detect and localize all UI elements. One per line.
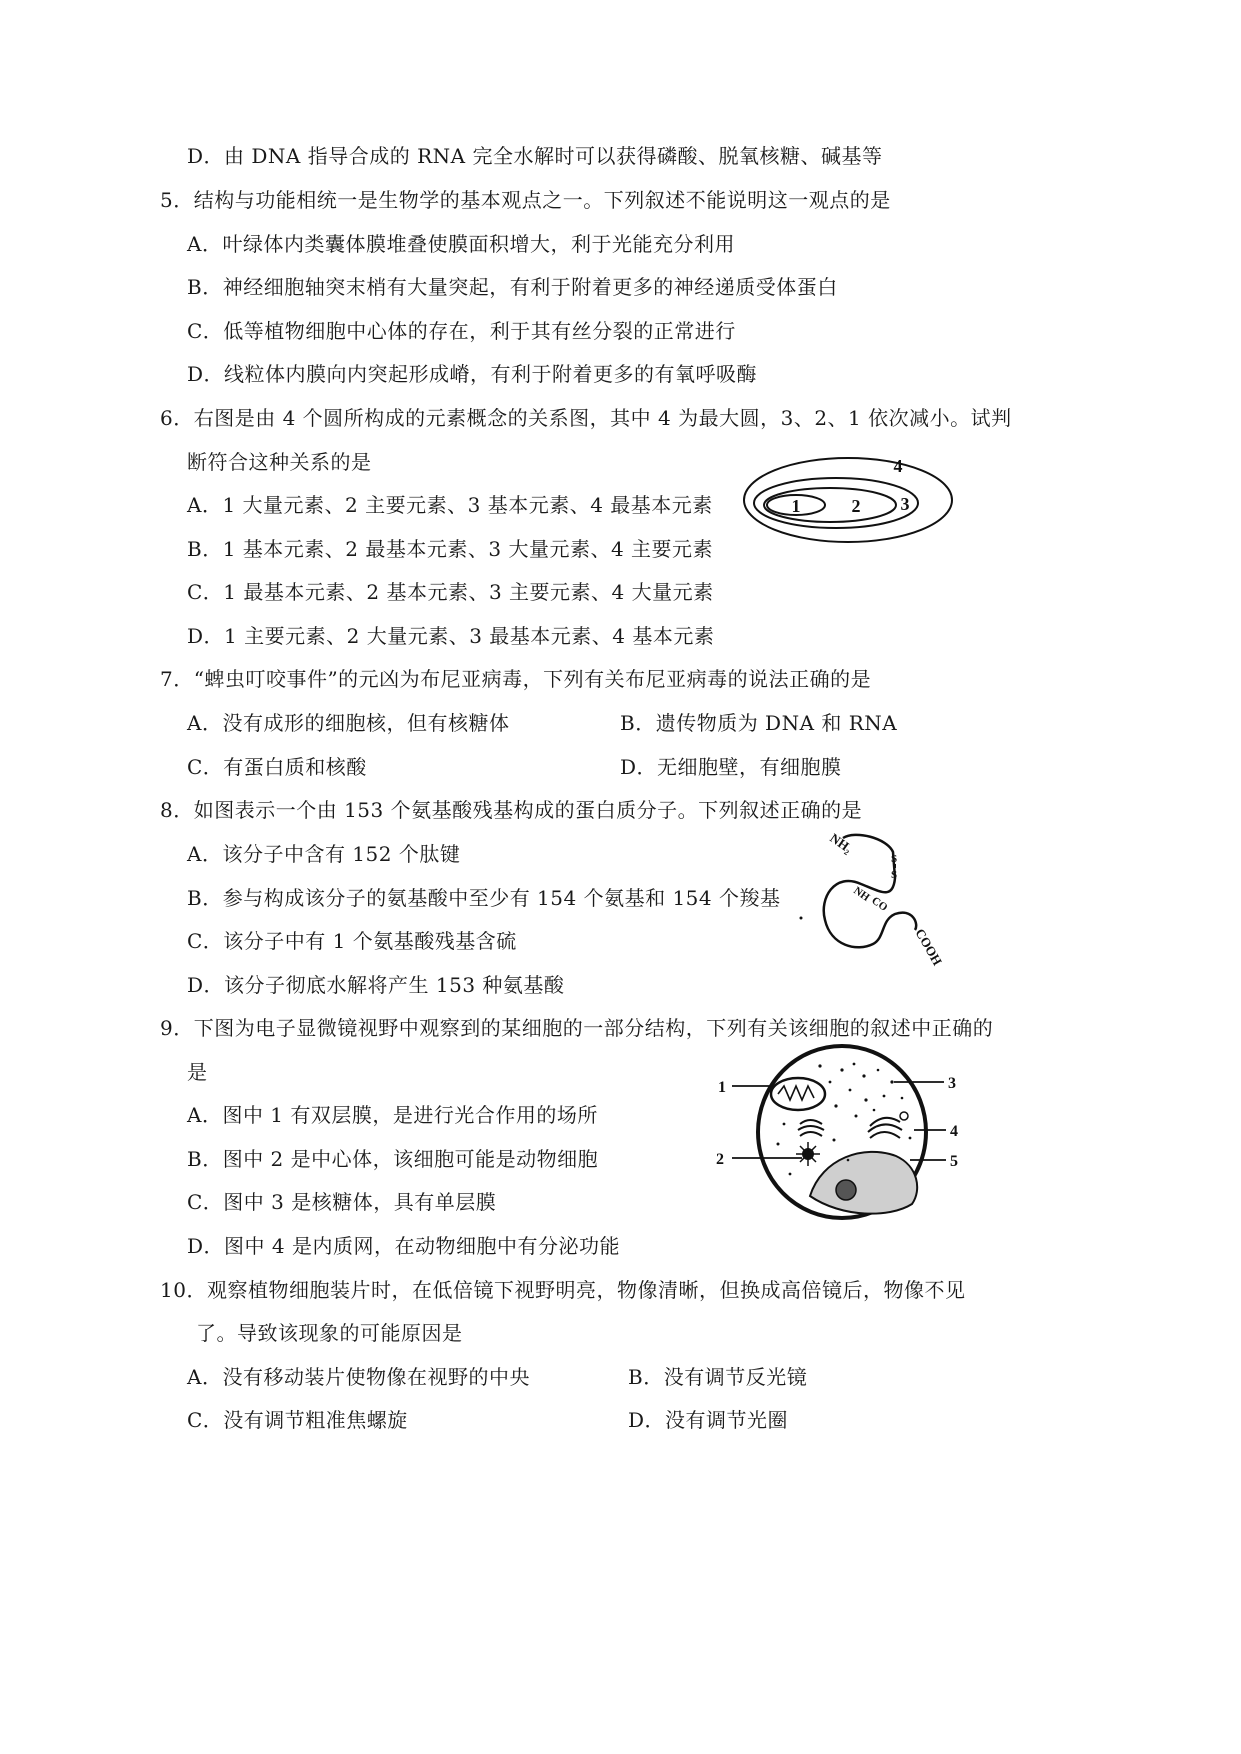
circle-label-4: 4 xyxy=(893,456,903,476)
q9-option-d: D．图中 4 是内质网，在动物细胞中有分泌功能 xyxy=(187,1234,620,1258)
q9-stem-line1: 9．下图为电子显微镜视野中观察到的某细胞的一部分结构，下列有关该细胞的叙述中正确的 xyxy=(160,1016,994,1040)
nucleus-region xyxy=(810,1152,917,1214)
cell-label-1: 1 xyxy=(718,1079,726,1096)
er-folds xyxy=(868,1118,902,1138)
q10-stem-line2: 了。导致该现象的可能原因是 xyxy=(196,1321,463,1345)
q9-option-b: B．图中 2 是中心体，该细胞可能是动物细胞 xyxy=(187,1147,599,1171)
disulfide-s-label-2: S xyxy=(891,869,898,881)
q10-option-d: D．没有调节光圈 xyxy=(628,1408,789,1432)
disulfide-s-label-1: S xyxy=(891,853,898,865)
cell-label-5: 5 xyxy=(950,1153,958,1170)
q4-option-d: D．由 DNA 指导合成的 RNA 完全水解时可以获得磷酸、脱氧核糖、碱基等 xyxy=(187,144,883,168)
q6-option-a: A．1 大量元素、2 主要元素、3 基本元素、4 最基本元素 xyxy=(187,493,713,517)
stray-dot xyxy=(800,917,803,920)
q10-option-a: A．没有移动装片使物像在视野的中央 xyxy=(187,1365,530,1389)
c-terminus-label: COOH xyxy=(912,926,946,968)
peptide-chain xyxy=(824,835,916,947)
cell-label-4: 4 xyxy=(950,1123,958,1140)
nucleolus xyxy=(836,1180,856,1200)
peptide-co-label: CO xyxy=(869,894,890,914)
cell-label-3: 3 xyxy=(948,1075,956,1092)
q5-option-c: C．低等植物细胞中心体的存在，利于其有丝分裂的正常进行 xyxy=(187,319,736,343)
n-terminus-label: NH₂ xyxy=(827,830,856,856)
mitochondrion xyxy=(771,1078,825,1110)
circle-label-3: 3 xyxy=(900,494,910,514)
circle-label-2: 2 xyxy=(851,496,861,516)
q5-option-a: A．叶绿体内类囊体膜堆叠使膜面积增大，利于光能充分利用 xyxy=(187,232,735,256)
q6-concept-circles-figure xyxy=(738,450,958,550)
q7-option-b: B．遗传物质为 DNA 和 RNA xyxy=(620,711,898,735)
q6-stem-line2: 断符合这种关系的是 xyxy=(187,450,372,474)
q7-option-c: C．有蛋白质和核酸 xyxy=(187,755,367,779)
q8-option-b: B．参与构成该分子的氨基酸中至少有 154 个氨基和 154 个羧基 xyxy=(187,886,781,910)
q7-stem: 7．“蜱虫叮咬事件”的元凶为布尼亚病毒，下列有关布尼亚病毒的说法正确的是 xyxy=(160,667,872,691)
peptide-nh-label: NH xyxy=(851,884,872,904)
q6-option-d: D．1 主要元素、2 大量元素、3 最基本元素、4 基本元素 xyxy=(187,624,715,648)
q5-option-d: D．线粒体内膜向内突起形成嵴，有利于附着更多的有氧呼吸酶 xyxy=(187,362,758,386)
q7-option-a: A．没有成形的细胞核，但有核糖体 xyxy=(187,711,510,735)
circle-2 xyxy=(764,488,896,522)
q6-option-b: B．1 基本元素、2 最基本元素、3 大量元素、4 主要元素 xyxy=(187,537,714,561)
q9-option-a: A．图中 1 有双层膜，是进行光合作用的场所 xyxy=(187,1103,598,1127)
q7-option-d: D．无细胞壁，有细胞膜 xyxy=(620,755,842,779)
q8-protein-figure xyxy=(795,820,965,970)
q5-stem: 5．结构与功能相统一是生物学的基本观点之一。下列叙述不能说明这一观点的是 xyxy=(160,188,891,212)
q9-option-c: C．图中 3 是核糖体，具有单层膜 xyxy=(187,1190,497,1214)
q8-stem: 8．如图表示一个由 153 个氨基酸残基构成的蛋白质分子。下列叙述正确的是 xyxy=(160,798,863,822)
q6-option-c: C．1 最基本元素、2 基本元素、3 主要元素、4 大量元素 xyxy=(187,580,714,604)
cell-label-2: 2 xyxy=(716,1151,724,1168)
q8-option-c: C．该分子中有 1 个氨基酸残基含硫 xyxy=(187,929,517,953)
circle-4 xyxy=(744,458,952,542)
q8-option-d: D．该分子彻底水解将产生 153 种氨基酸 xyxy=(187,973,565,997)
q6-stem-line1: 6．右图是由 4 个圆所构成的元素概念的关系图，其中 4 为最大圆，3、2、1 依次减小。试判 xyxy=(160,406,1012,430)
q9-stem-line2: 是 xyxy=(187,1060,208,1084)
q10-stem-line1: 10．观察植物细胞装片时，在低倍镜下视野明亮，物像清晰，但换成高倍镜后，物像不见 xyxy=(160,1278,966,1302)
circle-label-1: 1 xyxy=(791,496,801,516)
q5-option-b: B．神经细胞轴突末梢有大量突起，有利于附着更多的神经递质受体蛋白 xyxy=(187,275,838,299)
q9-cell-figure xyxy=(714,1040,974,1220)
q10-option-c: C．没有调节粗准焦螺旋 xyxy=(187,1408,408,1432)
circle-3 xyxy=(754,478,918,528)
q8-option-a: A．该分子中含有 152 个肽键 xyxy=(187,842,461,866)
q10-option-b: B．没有调节反光镜 xyxy=(628,1365,808,1389)
